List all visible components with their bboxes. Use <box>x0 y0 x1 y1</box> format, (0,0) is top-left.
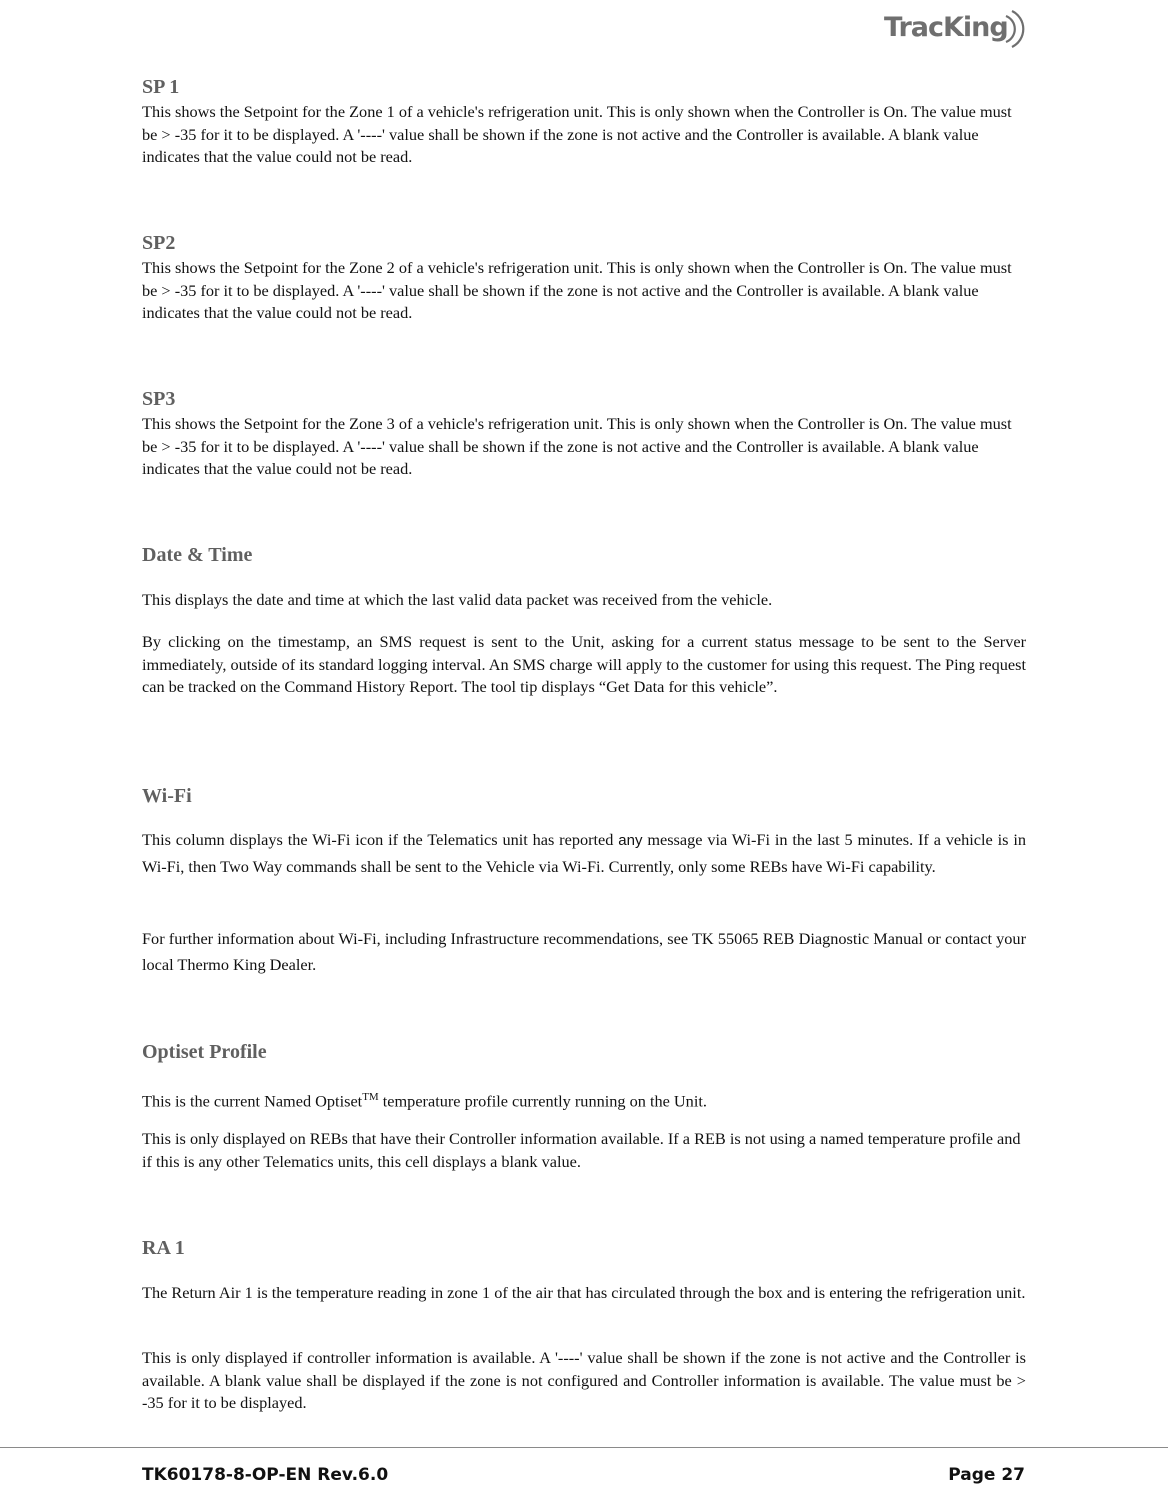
section-title-optiset: Optiset Profile <box>142 1041 267 1063</box>
wifi-text-any: any <box>618 832 643 849</box>
wifi-text-a: This column displays the Wi-Fi icon if the Telematics unit has reported <box>142 830 619 849</box>
paragraph-date-time-2: By clicking on the timestamp, an SMS request is sent to the Unit, asking for a current status message to be sent to the Server immediately, outside of its standard logging interval. An SMS charge will apply to the customer for using this request. The Ping request can be tracked on the Command History Report. The tool tip displays “Get Data for this vehicle”. <box>142 632 1026 697</box>
section-title-sp1: SP 1 <box>142 76 180 98</box>
wifi-text-c: message via Wi-Fi in the last 5 minutes. If a vehicle is in Wi-Fi, then Two Way commands shall be sent to the Vehicle via Wi-Fi. Currently, only some REBs have Wi-Fi capability. <box>142 830 1026 876</box>
section-title-date-time: Date & Time <box>142 544 253 566</box>
footer-page-number: Page 27 <box>948 1465 1025 1485</box>
section-title-ra1: RA 1 <box>142 1237 185 1259</box>
trademark-sup: TM <box>362 1091 379 1103</box>
paragraph-date-time-1: This displays the date and time at which the last valid data packet was received from the vehicle. <box>142 590 773 609</box>
paragraph-sp1: This shows the Setpoint for the Zone 1 of a vehicle's refrigeration unit. This is only shown when the Controller is On. The value must be > -35 for it to be displayed. A '----' value shall be shown if the zone is not active and the Controller is available. A blank value indicates that the value could not be read. <box>142 102 1012 167</box>
logo-text: TracKing <box>884 12 1008 43</box>
paragraph-ra1-2: This is only displayed if controller information is available. A '----' value shall be shown if the zone is not active and the Controller is available. A blank value shall be displayed if the zone is not configured and Controller information is available. The value must be > -35 for it to be displayed. <box>142 1348 1026 1413</box>
section-title-wifi: Wi-Fi <box>142 785 192 807</box>
paragraph-sp2: This shows the Setpoint for the Zone 2 of a vehicle's refrigeration unit. This is only shown when the Controller is On. The value must be > -35 for it to be displayed. A '----' value shall be shown if the zone is not active and the Controller is available. A blank value indicates that the value could not be read. <box>142 258 1012 323</box>
paragraph-optiset-2: This is only displayed on REBs that have their Controller information available. If a REB is not using a named temperature profile and if this is any other Telematics units, this cell displays a blank value. <box>142 1129 1021 1171</box>
paragraph-optiset-1 <box>142 1086 1026 1113</box>
footer-divider <box>0 1447 1168 1448</box>
signal-arcs-icon <box>1002 8 1030 48</box>
paragraph-sp3: This shows the Setpoint for the Zone 3 of a vehicle's refrigeration unit. This is only shown when the Controller is On. The value must be > -35 for it to be displayed. A '----' value shall be shown if the zone is not active and the Controller is available. A blank value indicates that the value could not be read. <box>142 414 1012 479</box>
section-title-sp2: SP2 <box>142 232 176 254</box>
footer-document-id: TK60178-8-OP-EN Rev.6.0 <box>142 1465 389 1485</box>
paragraph-wifi-1 <box>142 827 1026 880</box>
tracking-logo <box>882 6 1032 50</box>
paragraph-ra1-1: The Return Air 1 is the temperature reading in zone 1 of the air that has circulated through the box and is entering the refrigeration unit. <box>142 1283 1026 1302</box>
optiset-text-b: temperature profile currently running on the Unit. <box>378 1091 707 1111</box>
section-title-sp3: SP3 <box>142 388 176 410</box>
optiset-text-a: This is the current Named Optiset <box>142 1091 363 1111</box>
paragraph-wifi-2: For further information about Wi-Fi, including Infrastructure recommendations, see TK 55065 REB Diagnostic Manual or contact your local Thermo King Dealer. <box>142 929 1026 974</box>
